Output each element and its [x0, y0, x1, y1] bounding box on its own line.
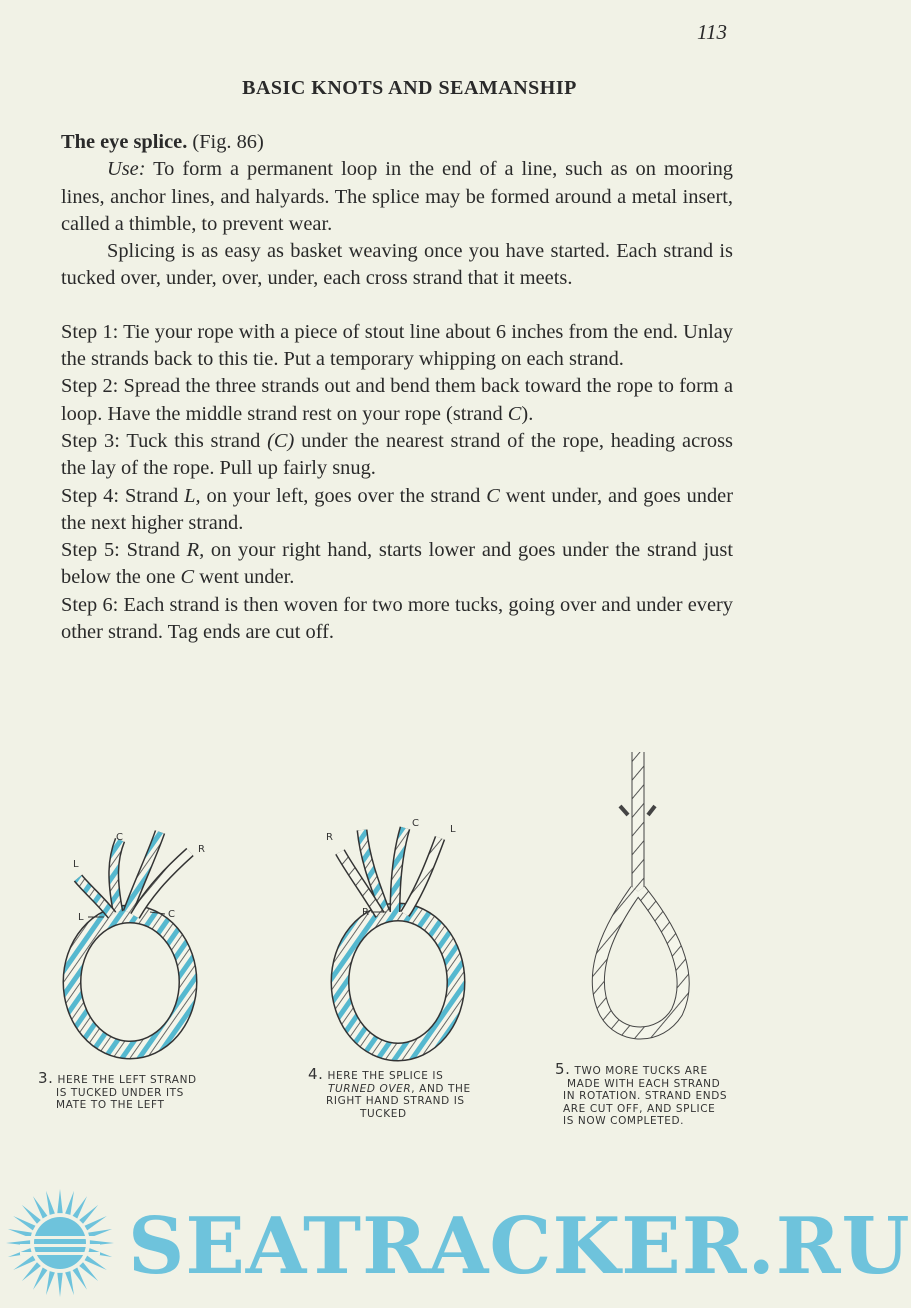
caption-line: IS NOW COMPLETED.: [563, 1115, 685, 1127]
strand-letter: C: [180, 566, 195, 589]
caption-line: MATE TO THE LEFT: [56, 1099, 165, 1111]
sun-ray: [33, 1268, 47, 1290]
step-text: under the nearest strand of the rope, heading across the lay of the rope. Pull up fairly snug.: [61, 429, 733, 480]
step-label: Step 1:: [61, 320, 119, 343]
intro-paragraph: Splicing is as easy as basket weaving once you have started. Each strand is tucked over, under, over, under, each cross strand that it meets.: [61, 240, 733, 290]
sun-ray: [46, 1271, 55, 1295]
step-label: Step 2:: [61, 375, 119, 398]
strand-letter: C: [507, 402, 522, 425]
sun-ray: [33, 1196, 47, 1218]
sun-ray: [22, 1205, 41, 1224]
fig3-label-r: R: [198, 844, 205, 855]
body-text: [61, 129, 733, 646]
fig3-label-c: C: [116, 832, 123, 843]
use-label: Use:: [107, 158, 146, 181]
caption-italic: TURNED OVER: [328, 1082, 412, 1095]
fig5-caption: [555, 1060, 728, 1128]
step-label: Step 5:: [61, 539, 120, 562]
step-6: [61, 592, 733, 647]
step-text: on your left, goes over the strand: [206, 484, 481, 507]
fig3-rope: [72, 832, 190, 1050]
sun-ray: [65, 1191, 74, 1215]
step-text: Strand: [126, 539, 180, 562]
fig4-label-c: C: [412, 818, 419, 829]
sun-ray: [57, 1189, 62, 1213]
sun-ray: [73, 1196, 87, 1218]
sun-ray: [85, 1216, 107, 1230]
use-text: To form a permanent loop in the end of a line, such as on mooring lines, anchor lines, and halyards. The splice may be formed around a metal insert, called a thimble, to prevent wear.: [61, 158, 733, 235]
sun-ray: [57, 1273, 62, 1297]
sun-ray: [65, 1271, 74, 1295]
caption-line: , AND THE: [411, 1082, 471, 1095]
caption-line: IS TUCKED UNDER ITS: [56, 1086, 184, 1099]
fig4-label-r-mid: R: [362, 907, 369, 918]
step-text: on your right hand, starts lower and goes under the strand just below the one: [61, 539, 733, 589]
fig5-rope: [598, 752, 683, 1033]
sun-ray: [13, 1256, 35, 1270]
section-title: The eye splice.: [61, 131, 188, 153]
running-head: BASIC KNOTS AND SEAMANSHIP: [242, 77, 577, 99]
caption-line: RIGHT HAND STRAND IS: [326, 1095, 465, 1107]
caption-line: HERE THE SPLICE IS: [327, 1070, 444, 1082]
step-5: [61, 537, 733, 592]
sun-ray: [22, 1262, 41, 1281]
watermark-text: SEATRACKER.RU: [128, 1201, 911, 1292]
step-label: Step 3:: [61, 429, 120, 452]
sun-ray: [79, 1262, 98, 1281]
fig3-label-l-mid: L: [78, 912, 84, 923]
step-label: Step 6:: [61, 593, 119, 616]
caption-number: 4.: [308, 1065, 324, 1083]
sun-logo-icon: [0, 1188, 125, 1298]
step-3: [61, 428, 733, 483]
caption-number: 5.: [555, 1060, 571, 1078]
use-paragraph: [61, 156, 733, 238]
caption-line: MADE WITH EACH STRAND: [567, 1077, 721, 1090]
strand-letter: R,: [186, 539, 205, 562]
step-2: [61, 373, 733, 428]
fig4-label-l: L: [450, 824, 456, 835]
strand-letter: C: [486, 484, 500, 507]
step-text: Spread the three strands out and bend them back toward the rope to form a loop. Have the middle strand rest on your rope (strand: [61, 375, 733, 425]
fig3-label-c-mid: C: [168, 909, 175, 920]
step-1: [61, 319, 733, 374]
fig4-caption: [308, 1065, 471, 1120]
strand-letter: L,: [184, 484, 201, 507]
step-text: Tie your rope with a piece of stout line about 6 inches from the end. Unlay the strands back to this tie. Put a temporary whipping on each strand.: [61, 320, 733, 371]
caption-line: HERE THE LEFT STRAND: [57, 1074, 197, 1086]
caption-line: ARE CUT OFF, AND SPLICE: [563, 1102, 716, 1115]
page-number: 113: [697, 20, 727, 44]
fig4-label-r: R: [326, 832, 333, 843]
fig4-rope: [340, 828, 456, 1052]
sun-ray: [79, 1205, 98, 1224]
step-text: ).: [521, 402, 534, 425]
step-label: Step 4:: [61, 484, 120, 507]
section-heading-paragraph: [61, 129, 733, 156]
fig3-label-l: L: [73, 859, 79, 870]
caption-line: TUCKED: [360, 1107, 407, 1120]
sun-ray: [73, 1268, 87, 1290]
step-text: Strand: [124, 484, 179, 507]
caption-number: 3.: [38, 1069, 54, 1087]
caption-line: TWO MORE TUCKS ARE: [574, 1065, 708, 1077]
step-text: went under.: [199, 566, 295, 589]
caption-line: IN ROTATION. STRAND ENDS: [563, 1090, 728, 1102]
strand-letter: (C): [267, 429, 295, 452]
fig3-caption: [38, 1069, 197, 1112]
step-text: went under, and goes under the next higher strand.: [61, 484, 734, 534]
sun-ray: [85, 1256, 107, 1270]
figure-86: [0, 740, 819, 1140]
step-text: Each strand is then woven for two more tucks, going over and under every other strand. Tag ends are cut off.: [61, 593, 733, 644]
sun-ray: [46, 1191, 55, 1215]
step-text: Tuck this strand: [126, 429, 261, 452]
step-4: [61, 483, 733, 538]
sun-ray: [13, 1216, 35, 1230]
figure-reference: (Fig. 86): [192, 131, 264, 153]
